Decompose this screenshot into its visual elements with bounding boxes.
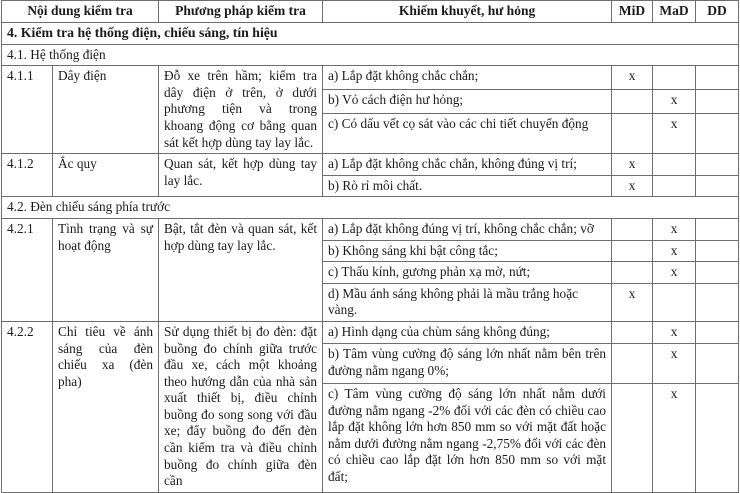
- item-name: Chỉ tiêu về ánh sáng của đèn chiếu xa (đèn pha): [53, 321, 159, 492]
- item-code: 4.2.1: [2, 218, 53, 321]
- item-method: Đỗ xe trên hầm; kiểm tra dây điện ở trên, ở dưới phương tiện và trong khoang động cơ bằng quan sát kết hợp dùng tay lay lắc.: [159, 66, 323, 154]
- header-defect: Khiếm khuyết, hư hỏng: [323, 1, 612, 23]
- header-mid: MiD: [612, 1, 653, 23]
- item-name: Tình trạng và sự hoạt động: [53, 218, 159, 321]
- mid-mark: [612, 384, 653, 493]
- dd-mark: [696, 114, 739, 154]
- subsection-row: [2, 44, 739, 66]
- item-code: 4.1.1: [2, 66, 53, 154]
- section-row: [2, 23, 739, 45]
- defect-text: a) Lắp đặt không chắc chắn;: [323, 66, 612, 90]
- defect-text: c) Tâm vùng cường độ sáng lớn nhất nằm dưới đường nằm ngang -2% đối với các đèn có chiều cao lắp đặt không lớn hơn 850 mm so với mặt đất hoặc nằm dưới đường nằm ngang -2,75% đối với các đèn có chiều cao lắp đặt lớn hơn 850 mm so với mặt đất;: [323, 384, 612, 493]
- mid-mark: [612, 90, 653, 114]
- mid-mark: [612, 321, 653, 343]
- mad-mark: x: [653, 218, 696, 240]
- mid-mark: x: [612, 154, 653, 176]
- mad-mark: x: [653, 321, 696, 343]
- mid-mark: x: [612, 175, 653, 197]
- subsection-row: [2, 197, 739, 219]
- defect-text: b) Tâm vùng cường độ sáng lớn nhất nằm bên trên đường nằm ngang 0%;: [323, 344, 612, 384]
- mid-mark: [612, 240, 653, 262]
- mad-mark: x: [653, 384, 696, 493]
- mad-mark: [653, 175, 696, 197]
- section-title: 4. Kiểm tra hệ thống điện, chiếu sáng, tín hiệu: [2, 23, 739, 45]
- table-row: [2, 66, 739, 90]
- header-content: Nội dung kiểm tra: [2, 1, 159, 23]
- mid-mark: [612, 218, 653, 240]
- item-method: Bật, tắt đèn và quan sát, kết hợp dùng tay lay lắc.: [159, 218, 323, 321]
- inspection-table: [1, 0, 739, 493]
- defect-text: a) Lắp đặt không đúng vị trí, không chắc chắn; vỡ: [323, 218, 612, 240]
- defect-text: c) Thấu kính, gương phản xạ mờ, nứt;: [323, 262, 612, 284]
- table-row: [2, 154, 739, 176]
- item-name: Dây điện: [53, 66, 159, 154]
- table-row: [2, 218, 739, 240]
- subsection-title: 4.1. Hệ thống điện: [2, 44, 739, 66]
- dd-mark: [696, 262, 739, 284]
- defect-text: b) Không sáng khi bật công tắc;: [323, 240, 612, 262]
- dd-mark: [696, 344, 739, 384]
- dd-mark: [696, 283, 739, 321]
- mad-mark: x: [653, 262, 696, 284]
- header-mad: MaD: [653, 1, 696, 23]
- dd-mark: [696, 154, 739, 176]
- mid-mark: [612, 344, 653, 384]
- dd-mark: [696, 321, 739, 343]
- dd-mark: [696, 384, 739, 493]
- dd-mark: [696, 175, 739, 197]
- mad-mark: [653, 283, 696, 321]
- mad-mark: x: [653, 114, 696, 154]
- subsection-title: 4.2. Đèn chiếu sáng phía trước: [2, 197, 739, 219]
- defect-text: a) Hình dạng của chùm sáng không đúng;: [323, 321, 612, 343]
- mid-mark: [612, 114, 653, 154]
- mad-mark: [653, 154, 696, 176]
- dd-mark: [696, 240, 739, 262]
- header-method: Phương pháp kiểm tra: [159, 1, 323, 23]
- dd-mark: [696, 66, 739, 90]
- defect-text: b) Vỏ cách điện hư hỏng;: [323, 90, 612, 114]
- defect-text: b) Rò rỉ môi chất.: [323, 175, 612, 197]
- mad-mark: x: [653, 90, 696, 114]
- item-code: 4.2.2: [2, 321, 53, 492]
- mad-mark: [653, 66, 696, 90]
- mid-mark: [612, 262, 653, 284]
- mad-mark: x: [653, 344, 696, 384]
- mid-mark: x: [612, 283, 653, 321]
- item-method: Quan sát, kết hợp dùng tay lay lắc.: [159, 154, 323, 197]
- table-header-row: [2, 1, 739, 23]
- item-name: Ắc quy: [53, 154, 159, 197]
- item-code: 4.1.2: [2, 154, 53, 197]
- header-dd: DD: [696, 1, 739, 23]
- dd-mark: [696, 218, 739, 240]
- defect-text: a) Lắp đặt không chắc chắn, không đúng vị trí;: [323, 154, 612, 176]
- item-method: Sử dụng thiết bị đo đèn: đặt buồng đo chính giữa trước đầu xe, cách một khoảng theo hướng dẫn của nhà sản xuất thiết bị, điều chỉnh buồng đo song song với đầu xe; đẩy buồng đo đến đèn cần kiểm tra và điều chỉnh buồng đo chính giữa đèn cần: [159, 321, 323, 492]
- mad-mark: x: [653, 240, 696, 262]
- defect-text: d) Mầu ánh sáng không phải là mầu trắng hoặc vàng.: [323, 283, 612, 321]
- defect-text: c) Có dấu vết cọ sát vào các chi tiết chuyển động: [323, 114, 612, 154]
- mid-mark: x: [612, 66, 653, 90]
- dd-mark: [696, 90, 739, 114]
- table-row: [2, 321, 739, 343]
